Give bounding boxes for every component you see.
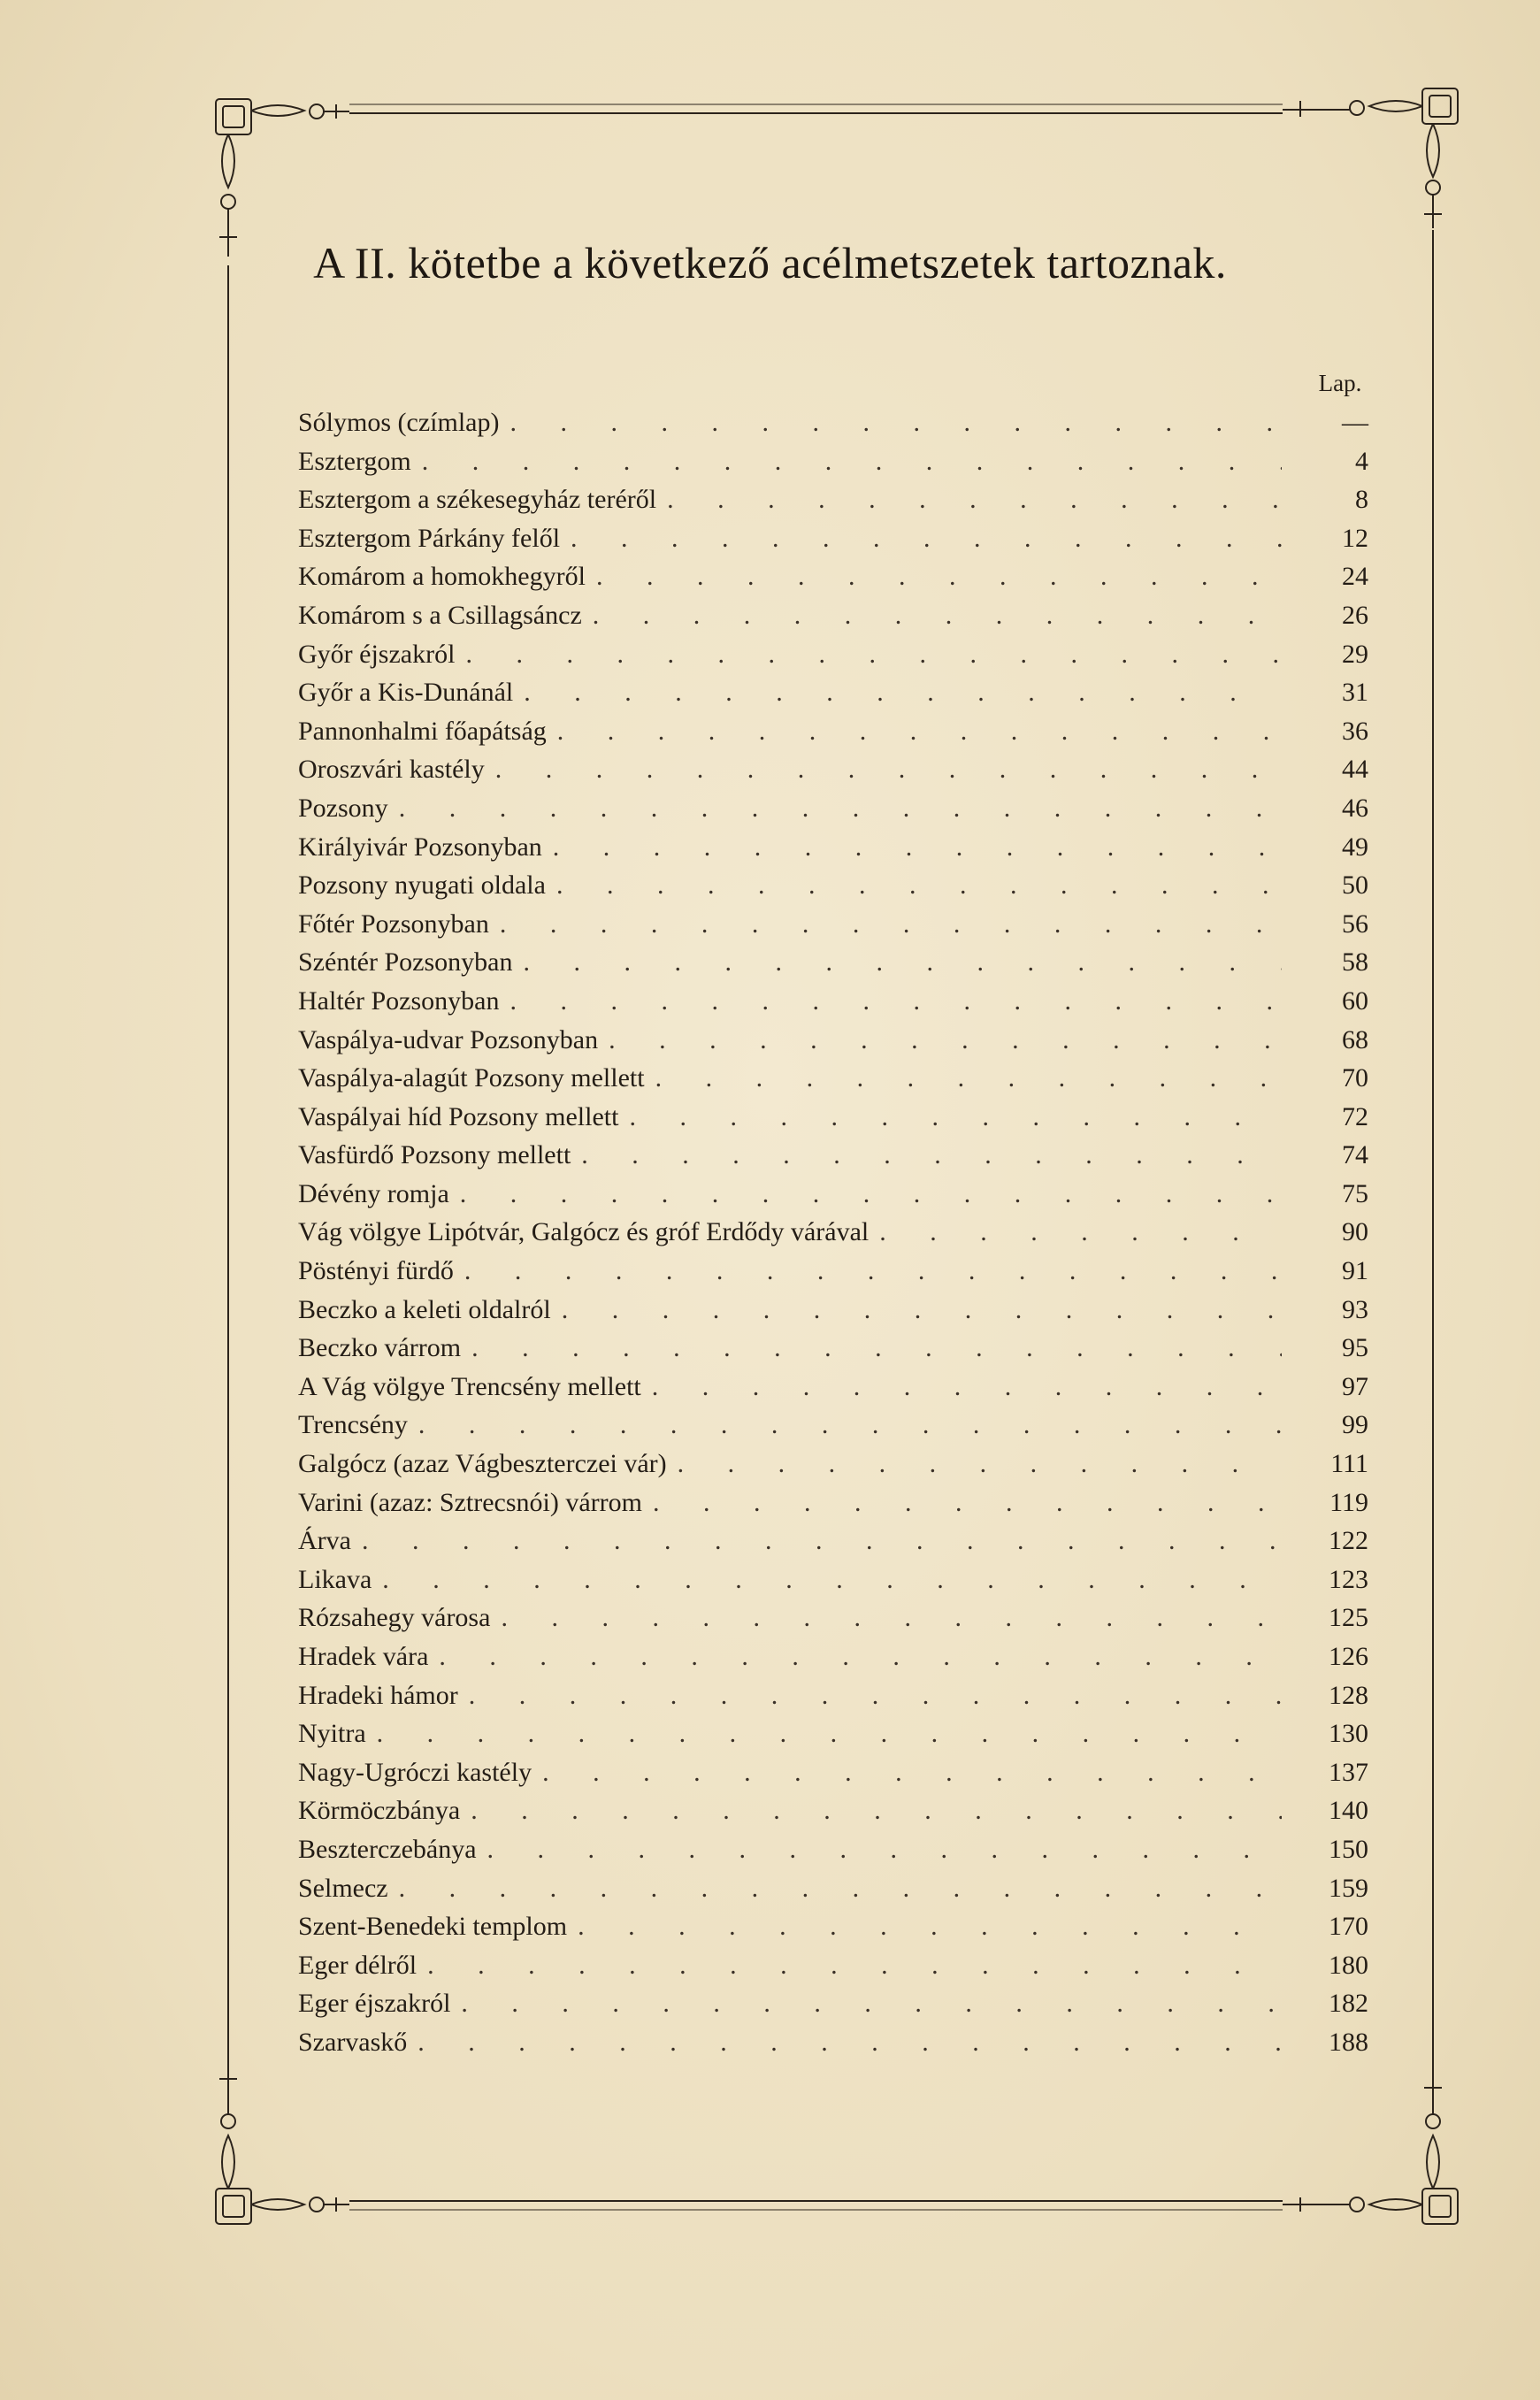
list-item [298, 1522, 1368, 1560]
dot-leader [653, 1484, 1282, 1522]
entry-title: Vaspályai híd Pozsony mellett [298, 1101, 619, 1131]
entry-page-number: 128 [1329, 1680, 1368, 1710]
entry-title: Győr a Kis-Dunánál [298, 678, 514, 708]
entry-page-number: 111 [1330, 1449, 1368, 1479]
corner-ornament-top-left [216, 99, 349, 257]
entry-page-number: 4 [1355, 446, 1368, 476]
entry-title: Komárom a homokhegyről [298, 562, 586, 592]
list-item [298, 1059, 1368, 1098]
entry-title: Selmecz [298, 1873, 388, 1903]
dot-leader [629, 1098, 1282, 1137]
entry-title: Komárom s a Csillagsáncz [298, 600, 582, 630]
entry-title: Királyivár Pozsonyban [298, 832, 542, 862]
entry-title: Trencsény [298, 1410, 408, 1440]
entry-page-number: 123 [1329, 1564, 1368, 1594]
entry-page-number: — [1342, 408, 1368, 437]
dot-leader [596, 557, 1282, 596]
entry-page-number: 72 [1342, 1101, 1368, 1131]
entry-title: Eger éjszakról [298, 1989, 451, 2019]
list-item [298, 1252, 1368, 1291]
dot-leader [418, 1406, 1282, 1445]
entry-title: Pozsony nyugati oldala [298, 870, 546, 901]
dot-leader [422, 442, 1282, 481]
entry-page-number: 130 [1329, 1719, 1368, 1749]
entry-title: Oroszvári kastély [298, 755, 485, 785]
entry-title: Széntér Pozsonyban [298, 947, 513, 978]
entry-page-number: 58 [1342, 947, 1368, 978]
list-item [298, 1676, 1368, 1715]
entry-page-number: 74 [1342, 1140, 1368, 1170]
dot-leader [523, 943, 1282, 982]
list-item [298, 1021, 1368, 1060]
dot-leader [487, 1830, 1282, 1869]
entry-title: Dévény romja [298, 1178, 449, 1208]
entry-page-number: 70 [1342, 1063, 1368, 1093]
dot-leader [652, 1368, 1282, 1407]
entry-title: Sólymos (czímlap) [298, 408, 500, 437]
list-item [298, 1368, 1368, 1407]
list-item [298, 1637, 1368, 1676]
list-item [298, 2023, 1368, 2062]
entry-title: Hradeki hámor [298, 1680, 458, 1710]
entry-title: Vaspálya-alagút Pozsony mellett [298, 1063, 645, 1093]
entry-title: Hradek vára [298, 1642, 429, 1671]
dot-leader [556, 866, 1282, 905]
dot-leader [510, 403, 1282, 442]
entry-title: Árva [298, 1526, 351, 1556]
dot-leader [461, 1984, 1282, 2023]
dot-leader [578, 1907, 1282, 1946]
list-item [298, 557, 1368, 596]
entry-page-number: 56 [1342, 909, 1368, 939]
entry-page-number: 125 [1329, 1603, 1368, 1633]
entry-page-number: 97 [1342, 1371, 1368, 1401]
list-item [298, 1560, 1368, 1599]
list-item [298, 1175, 1368, 1214]
list-item [298, 480, 1368, 519]
entry-title: Nyitra [298, 1719, 366, 1749]
dot-leader [571, 519, 1282, 558]
entry-title: Vág völgye Lipótvár, Galgócz és gróf Erdődy várával [298, 1217, 870, 1247]
entry-title: Szarvaskő [298, 2027, 408, 2057]
entry-title: Főtér Pozsonyban [298, 909, 489, 939]
entry-page-number: 150 [1329, 1834, 1368, 1864]
list-item [298, 673, 1368, 712]
entry-title: Varini (azaz: Sztrecsnói) várrom [298, 1487, 642, 1517]
dot-leader [464, 1252, 1282, 1291]
list-item [298, 1406, 1368, 1445]
list-item [298, 1907, 1368, 1946]
corner-ornament-top-right [1283, 88, 1458, 228]
entry-page-number: 137 [1329, 1757, 1368, 1787]
list-item [298, 1946, 1368, 1985]
entry-page-number: 8 [1355, 485, 1368, 515]
entry-page-number: 49 [1342, 832, 1368, 862]
dot-leader [593, 596, 1282, 635]
list-item [298, 403, 1368, 442]
entry-page-number: 90 [1342, 1217, 1368, 1247]
entry-page-number: 140 [1329, 1796, 1368, 1826]
list-item [298, 1830, 1368, 1869]
dot-leader [678, 1445, 1282, 1484]
entry-title: Vasfürdő Pozsony mellett [298, 1140, 571, 1170]
dot-leader [581, 1136, 1282, 1175]
dot-leader [562, 1291, 1282, 1330]
corner-ornament-bottom-right [1283, 2061, 1458, 2224]
list-item [298, 635, 1368, 674]
entry-page-number: 31 [1342, 678, 1368, 708]
dot-leader [667, 480, 1282, 519]
dot-leader [460, 1175, 1282, 1214]
dot-leader [399, 1869, 1282, 1908]
page-column-header: Lap. [1318, 370, 1362, 396]
list-item [298, 1984, 1368, 2023]
dot-leader [501, 1599, 1282, 1637]
list-item [298, 750, 1368, 789]
list-item [298, 828, 1368, 867]
list-item [298, 866, 1368, 905]
entry-page-number: 29 [1342, 639, 1368, 669]
dot-leader [469, 1676, 1282, 1715]
list-item [298, 943, 1368, 982]
entry-page-number: 36 [1342, 716, 1368, 746]
entry-title: Esztergom [298, 446, 411, 476]
page-title: A II. kötetbe a következő acélmetszetek tartoznak. [313, 238, 1227, 288]
entry-page-number: 93 [1342, 1294, 1368, 1324]
list-item [298, 596, 1368, 635]
entry-title: Esztergom Párkány felől [298, 523, 561, 553]
entry-title: Haltér Pozsonyban [298, 985, 500, 1016]
dot-leader [439, 1637, 1282, 1676]
entry-title: Pozsony [298, 793, 388, 823]
entry-page-number: 122 [1329, 1526, 1368, 1556]
entry-page-number: 12 [1342, 523, 1368, 553]
entry-title: Pannonhalmi főapátság [298, 716, 547, 746]
list-item [298, 1445, 1368, 1484]
dot-leader [471, 1791, 1282, 1830]
entry-title: Beczko a keleti oldalról [298, 1294, 551, 1324]
list-item [298, 1329, 1368, 1368]
dot-leader [362, 1522, 1282, 1560]
entry-page-number: 75 [1342, 1178, 1368, 1208]
entry-page-number: 50 [1342, 870, 1368, 901]
dot-leader [557, 712, 1282, 751]
entry-title: Likava [298, 1564, 372, 1594]
dot-leader [418, 2023, 1282, 2062]
list-item [298, 1136, 1368, 1175]
entry-title: Körmöczbánya [298, 1796, 461, 1826]
entry-page-number: 188 [1329, 2027, 1368, 2057]
dot-leader [510, 982, 1282, 1021]
entry-title: Beszterczebánya [298, 1834, 477, 1864]
list-item [298, 1484, 1368, 1522]
entry-title: Pöstényi fürdő [298, 1256, 454, 1286]
dot-leader [500, 905, 1282, 944]
entry-title: Esztergom a székesegyház teréről [298, 485, 657, 515]
entry-page-number: 46 [1342, 793, 1368, 823]
entry-page-number: 159 [1329, 1873, 1368, 1903]
dot-leader [553, 828, 1282, 867]
dot-leader [542, 1753, 1282, 1792]
entry-title: Győr éjszakról [298, 639, 456, 669]
dot-leader [377, 1714, 1282, 1753]
entry-title: Szent-Benedeki templom [298, 1912, 568, 1942]
dot-leader [471, 1329, 1282, 1368]
entry-title: Vaspálya-udvar Pozsonyban [298, 1024, 599, 1054]
dot-leader [524, 673, 1282, 712]
dot-leader [879, 1213, 1282, 1252]
list-item [298, 982, 1368, 1021]
entry-title: Rózsahegy városa [298, 1603, 491, 1633]
list-item [298, 1791, 1368, 1830]
corner-ornament-bottom-left [216, 2035, 349, 2224]
entry-title: Beczko várrom [298, 1333, 462, 1363]
dot-leader [465, 635, 1282, 674]
entry-title: Galgócz (azaz Vágbeszterczei vár) [298, 1449, 667, 1479]
entry-title: A Vág völgye Trencsény mellett [298, 1371, 641, 1401]
entry-title: Eger délről [298, 1950, 418, 1980]
entry-page-number: 126 [1329, 1642, 1368, 1671]
dot-leader [609, 1021, 1282, 1060]
list-item [298, 1714, 1368, 1753]
entry-page-number: 60 [1342, 985, 1368, 1016]
entry-page-number: 182 [1329, 1989, 1368, 2019]
list-item [298, 442, 1368, 481]
entry-page-number: 91 [1342, 1256, 1368, 1286]
dot-leader [399, 789, 1282, 828]
entry-page-number: 24 [1342, 562, 1368, 592]
list-item [298, 519, 1368, 558]
list-item [298, 712, 1368, 751]
entry-page-number: 99 [1342, 1410, 1368, 1440]
entry-page-number: 170 [1329, 1912, 1368, 1942]
list-item [298, 905, 1368, 944]
list-item [298, 1291, 1368, 1330]
entry-page-number: 26 [1342, 600, 1368, 630]
list-item [298, 789, 1368, 828]
entry-page-number: 119 [1329, 1487, 1368, 1517]
list-item [298, 1599, 1368, 1637]
entry-title: Nagy-Ugróczi kastély [298, 1757, 532, 1787]
list-item [298, 1098, 1368, 1137]
entry-page-number: 44 [1342, 755, 1368, 785]
list-item [298, 1213, 1368, 1252]
list-item [298, 1753, 1368, 1792]
dot-leader [495, 750, 1282, 789]
dot-leader [655, 1059, 1282, 1098]
entry-page-number: 180 [1329, 1950, 1368, 1980]
entry-page-number: 95 [1342, 1333, 1368, 1363]
entry-page-number: 68 [1342, 1024, 1368, 1054]
list-item [298, 1869, 1368, 1908]
illustration-list [298, 403, 1368, 2062]
dot-leader [427, 1946, 1282, 1985]
dot-leader [382, 1560, 1282, 1599]
